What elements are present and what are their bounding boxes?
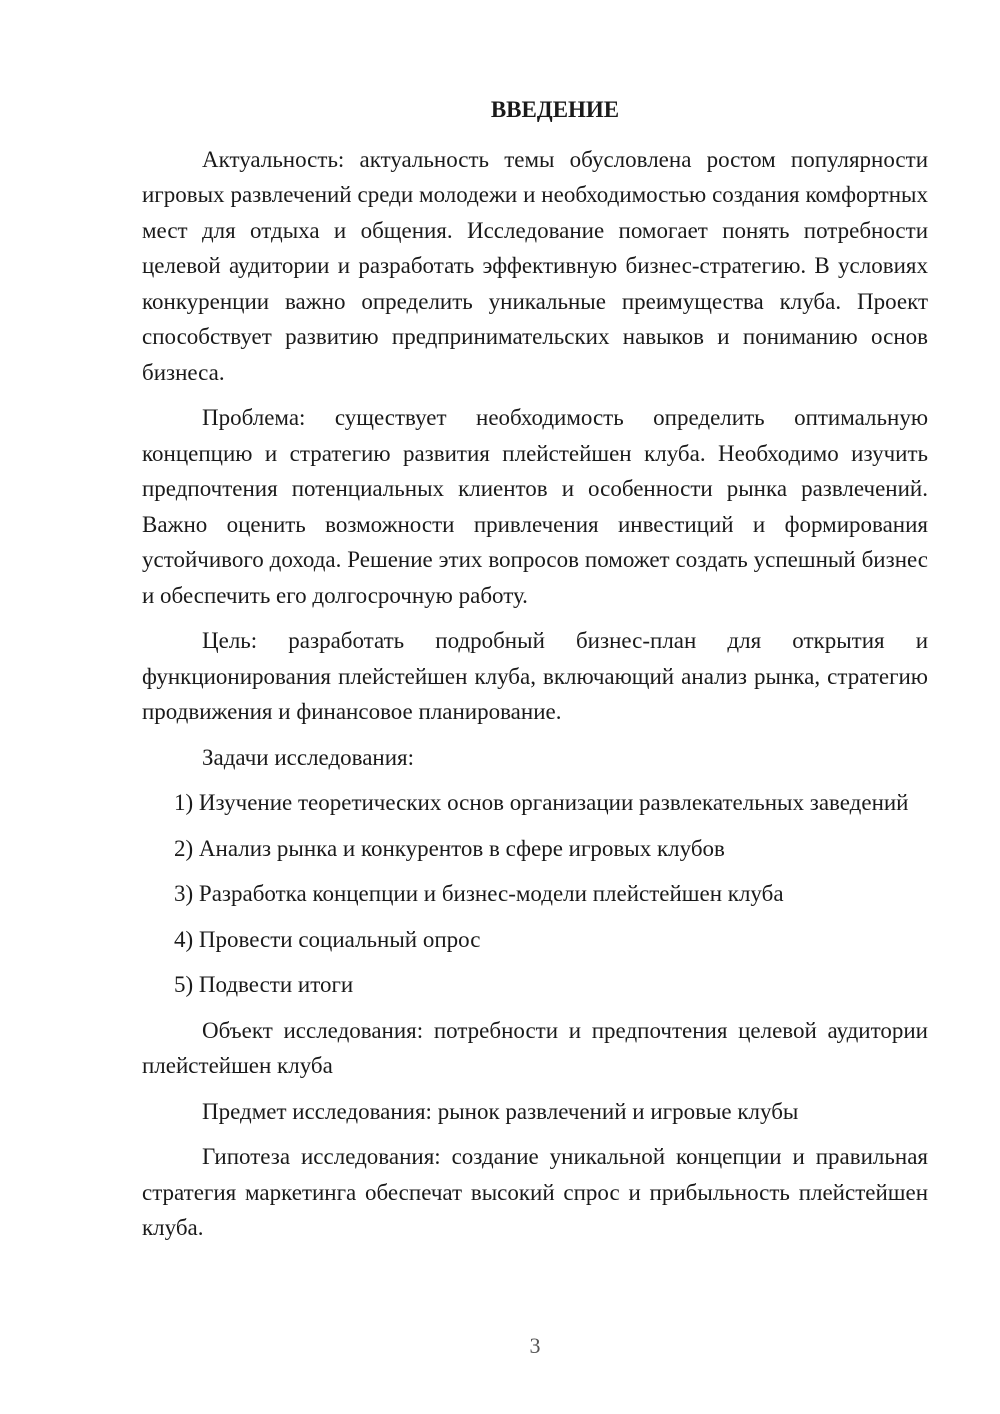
paragraph-object: Объект исследования: потребности и предпочтения целевой аудитории плейстейшен клуба xyxy=(142,1017,928,1078)
page-number: 3 xyxy=(529,1333,541,1358)
list-item: 2) Анализ рынка и конкурентов в сфере игровых клубов xyxy=(174,835,725,861)
list-item: 3) Разработка концепции и бизнес-модели плейстейшен клуба xyxy=(174,881,784,906)
tasks-list xyxy=(142,785,928,1003)
paragraph-problem: Проблема: существует необходимость определить оптимальную концепцию и стратегию развития плейстейшен клуба. Необходимо изучить предпочтения потенциальных клиентов и особенности рынка развлечений. Важно оценить возможности привлечения инвестиций и формирования устойчивого дохода. Решение этих вопросов поможет создать успешный бизнес и обеспечить его долгосрочную работу. xyxy=(142,405,928,608)
tasks-heading: Задачи исследования: xyxy=(202,744,415,770)
paragraph-goal: Цель: разработать подробный бизнес-план для открытия и функционирования плейстейшен клуба, включающий анализ рынка, стратегию продвижения и финансовое планирование. xyxy=(142,628,928,724)
list-item: 1) Изучение теоретических основ организации развлекательных заведений xyxy=(174,790,909,815)
document-page xyxy=(142,92,928,1256)
list-item: 5) Подвести итоги xyxy=(174,972,354,997)
paragraph-relevance: Актуальность: актуальность темы обусловлена ростом популярности игровых развлечений среди молодежи и необходимостью создания комфортных мест для отдыха и общения. Исследование помогает понять потребности целевой аудитории и разработать эффективную бизнес-стратегию. В условиях конкуренции важно определить уникальные преимущества клуба. Проект способствует развитию предпринимательских навыков и пониманию основ бизнеса. xyxy=(142,146,928,385)
paragraph-hypothesis: Гипотеза исследования: создание уникальной концепции и правильная стратегия маркетинга обеспечат высокий спрос и прибыльность плейстейшен клуба. xyxy=(142,1144,928,1240)
page-title: ВВЕДЕНИЕ xyxy=(490,97,620,122)
paragraph-subject: Предмет исследования: рынок развлечений и игровые клубы xyxy=(202,1098,799,1124)
list-item: 4) Провести социальный опрос xyxy=(174,926,481,952)
